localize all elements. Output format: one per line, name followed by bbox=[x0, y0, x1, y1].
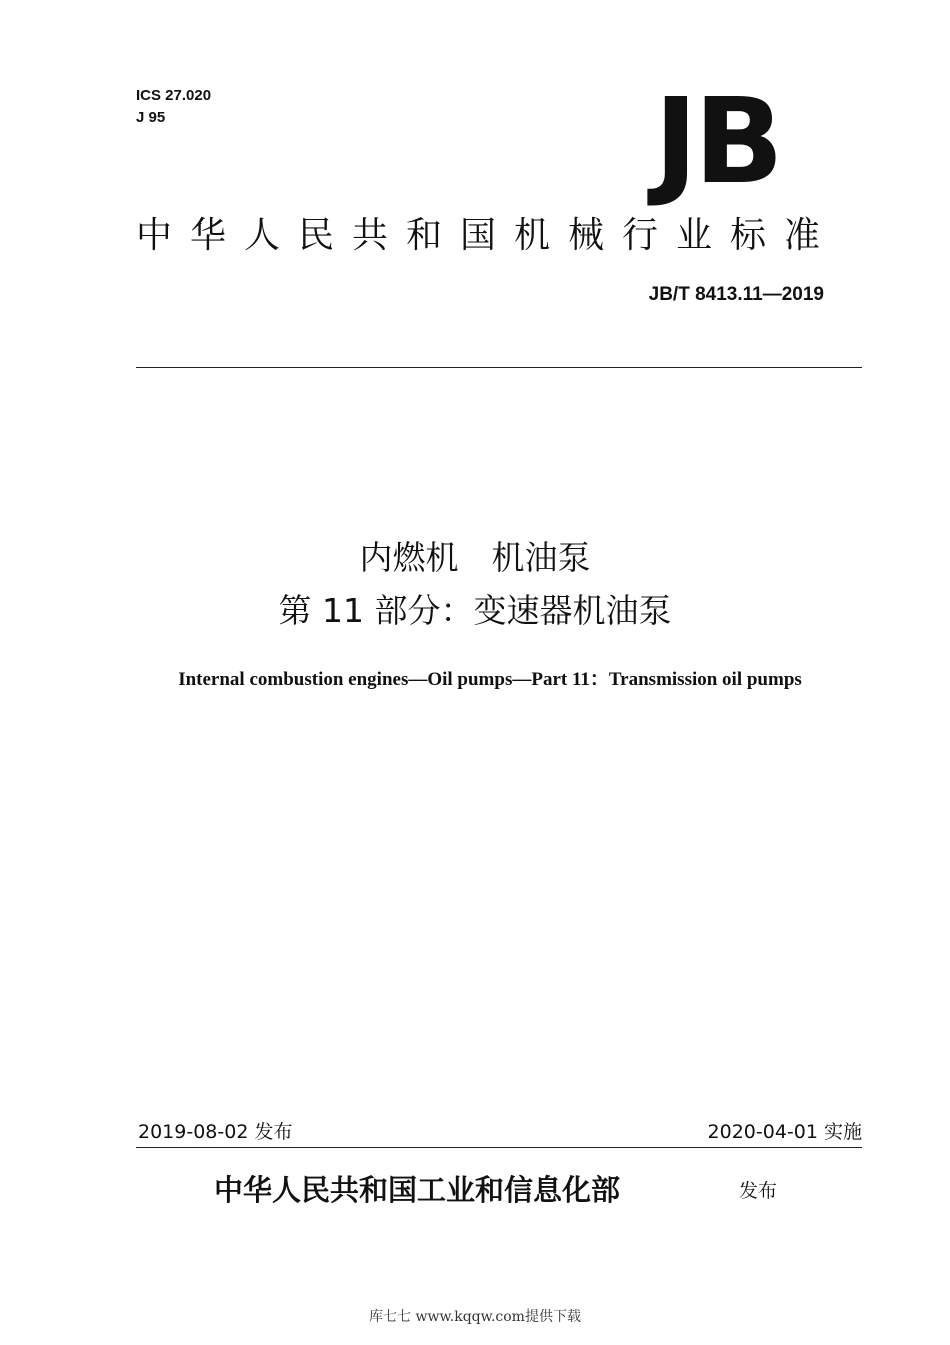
publish-date: 2019-08-02 发布 bbox=[138, 1121, 293, 1143]
ics-code: ICS 27.020 bbox=[136, 87, 212, 104]
standard-number: JB/T 8413.11—2019 bbox=[648, 284, 824, 305]
issuer-verb: 发布 bbox=[739, 1180, 778, 1202]
jb-logo: JB bbox=[654, 72, 780, 210]
bottom-divider bbox=[136, 1147, 862, 1148]
download-watermark: 库七七 www.kqqw.com提供下载 bbox=[369, 1309, 581, 1325]
ccs-code: J 95 bbox=[136, 109, 166, 126]
title-chinese-line1: 内燃机 机油泵 bbox=[359, 538, 591, 577]
implement-date: 2020-04-01 实施 bbox=[707, 1121, 862, 1143]
standard-org-title: 中华人民共和国机械行业标准 bbox=[136, 215, 839, 256]
title-english: Internal combustion engines—Oil pumps—Part 11：Transmission oil pumps bbox=[178, 669, 802, 690]
top-divider bbox=[136, 367, 862, 368]
issuer-name: 中华人民共和国工业和信息化部 bbox=[214, 1173, 621, 1207]
title-chinese-line2: 第 11 部分：变速器机油泵 bbox=[278, 591, 672, 630]
